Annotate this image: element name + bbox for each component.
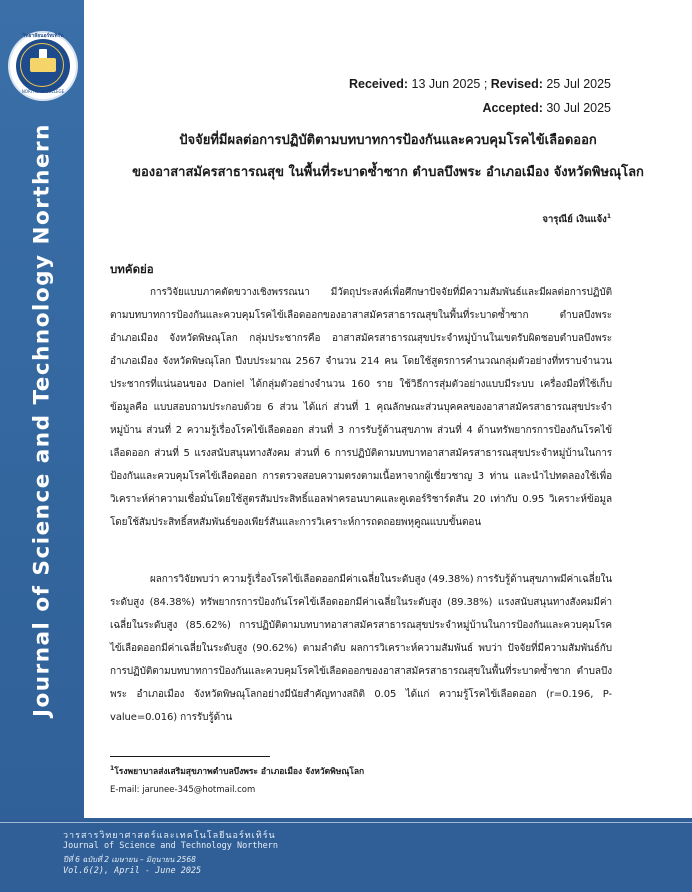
received-label: Received: (348, 77, 409, 91)
author-marker: 1 (606, 212, 611, 220)
footer-issue-english: Vol.6(2), April - June 2025 (63, 866, 202, 876)
journal-sidebar (0, 0, 84, 892)
revised-label: Revised: (490, 77, 543, 91)
journal-footer (0, 818, 692, 892)
footnote-marker: 1 (110, 765, 115, 773)
date-separator: ; (480, 77, 491, 91)
accepted-date-line (482, 101, 611, 115)
footnote-affiliation (110, 764, 364, 778)
footer-journal-thai: วารสารวิทยาศาสตร์และเทคโนโลยีนอร์ทเทิร์น (63, 831, 276, 841)
footer-issue-thai: ปีที่ 6 ฉบับที่ 2 เมษายน – มิถุนายน 2568 (63, 855, 196, 864)
logo-book-icon (30, 58, 56, 72)
abstract-paragraph-1: การวิจัยแบบภาคตัดขวางเชิงพรรณนา มีวัตถุประสงค์เพื่อศึกษาปัจจัยที่มีความสัมพันธ์และมีผลต่อการปฏิบัติตามบทบาทการป้องกันและควบคุมโรคไข้เลือดออกของอาสาสมัครสาธารณสุขในพื้นที่ระบาดซ้ำซาก ตำบลบึงพระ อำเภอเมือง จังหวัดพิษณุโลก กลุ่มประชากรคือ อาสาสมัครสาธารณสุขประจำหมู่บ้านในเขตรับผิดชอบตำบลบึงพระ อำเภอเมือง จังหวัดพิษณุโลก ปีงบประมาณ 2567 จำนวน 214 คน โดยใช้สูตรการคำนวณกลุ่มตัวอย่างที่ทราบจำนวนประชากรที่แน่นอนของ Daniel ได้กลุ่มตัวอย่างจำนวน 160 ราย ใช้วิธีการสุ่มตัวอย่างแบบมีระบบ เครื่องมือที่ใช้เก็บข้อมูลคือ แบบสอบถามประกอบด้วย 6 ส่วน ได้แก่ ส่วนที่ 1 คุณลักษณะส่วนบุคคลของอาสาสมัครสาธารณสุขประจำหมู่บ้าน ส่วนที่ 2 ความรู้เรื่องโรคไข้เลือดออก ส่วนที่ 3 การรับรู้ด้านสุขภาพ ส่วนที่ 4 ด้านทรัพยากรการป้องกันโรคไข้เลือดออก ส่วนที่ 5 แรงสนับสนุนทางสังคม ส่วนที่ 6 การปฏิบัติตามบทบาทอาสาสมัครสาธารณสุขประจำหมู่บ้านในการป้องกันและควบคุมโรคไข้เลือดออก การตรวจสอบความตรงตามเนื้อหาจากผู้เชี่ยวชาญ 3 ท่าน และนำไปทดลองใช้เพื่อวิเคราะห์ค่าความเชื่อมั่นโดยใช้สูตรสัมประสิทธิ์แอลฟาครอนบาคและคูเดอร์ริชาร์ดสัน 20 เท่ากับ 0.95 วิเคราะห์ข้อมูลโดยใช้สัมประสิทธิ์สหสัมพันธ์ของเพียร์สันและการวิเคราะห์การถดถอยพหุคูณแบบขั้นตอน (110, 287, 612, 528)
article-title-line-2: ของอาสาสมัครสาธารณสุข ในพื้นที่ระบาดซ้ำซาก ตำบลบึงพระ อำเภอเมือง จังหวัดพิษณุโลก (132, 165, 644, 180)
footnote-rule (110, 756, 270, 757)
author (542, 212, 611, 227)
logo-text-bottom: NORTHERN COLLEGE (21, 89, 65, 94)
accepted-date: 30 Jul 2025 (546, 101, 611, 115)
received-date: 13 Jun 2025 (411, 77, 481, 91)
author-email: E-mail: jarunee-345@hotmail.com (110, 785, 256, 795)
abstract-paragraph-2: ผลการวิจัยพบว่า ความรู้เรื่องโรคไข้เลือดออกมีค่าเฉลี่ยในระดับสูง (49.38%) การรับรู้ด้านสุขภาพมีค่าเฉลี่ยในระดับสูง (84.38%) ทรัพยากรการป้องกันโรคไข้เลือดออกมีค่าเฉลี่ยในระดับสูง (89.38%) แรงสนับสนุนทางสังคมมีค่าเฉลี่ยในระดับสูง (85.62%) การปฏิบัติตามบทบาทอาสาสมัครสาธารณสุขประจำหมู่บ้านในการป้องกันและควบคุมโรคไข้เลือดออกมีค่าเฉลี่ยในระดับสูง (90.62%) ตามลำดับ ผลการวิเคราะห์ความสัมพันธ์ พบว่า ปัจจัยที่มีความสัมพันธ์กับการปฏิบัติตามบทบาทการป้องกันและควบคุมโรคไข้เลือดออกของอาสาสมัครสาธารณสุขในพื้นที่ระบาดซ้ำซาก ตำบลบึงพระ อำเภอเมือง จังหวัดพิษณุโลกอย่างมีนัยสำคัญทางสถิติ 0.05 ได้แก่ ความรู้โรคไข้เลือดออก (r=0.196, P-value=0.016) การรับรู้ด้าน (110, 574, 612, 723)
footer-journal-english: Journal of Science and Technology Northern (63, 841, 278, 851)
logo-emblem-icon (16, 39, 70, 93)
abstract-heading: บทคัดย่อ (110, 262, 154, 276)
accepted-label: Accepted: (482, 101, 543, 115)
author-name: จารุณีย์ เงินแจ้ง (542, 214, 607, 225)
affiliation-text: โรงพยาบาลส่งเสริมสุขภาพตำบลบึงพระ อำเภอเมือง จังหวัดพิษณุโลก (114, 767, 365, 777)
revised-date: 25 Jul 2025 (546, 77, 611, 91)
article-title-line-1: ปัจจัยที่มีผลต่อการปฏิบัติตามบทบาทการป้องกันและควบคุมโรคไข้เลือดออก (179, 133, 597, 148)
college-logo (10, 33, 76, 99)
footer-divider-top (0, 822, 692, 823)
submission-dates (349, 77, 611, 91)
logo-text-top: วิทยาลัยนอร์ทเทิร์น (22, 33, 64, 39)
vertical-journal-title: Journal of Science and Technology Northern (29, 123, 55, 717)
